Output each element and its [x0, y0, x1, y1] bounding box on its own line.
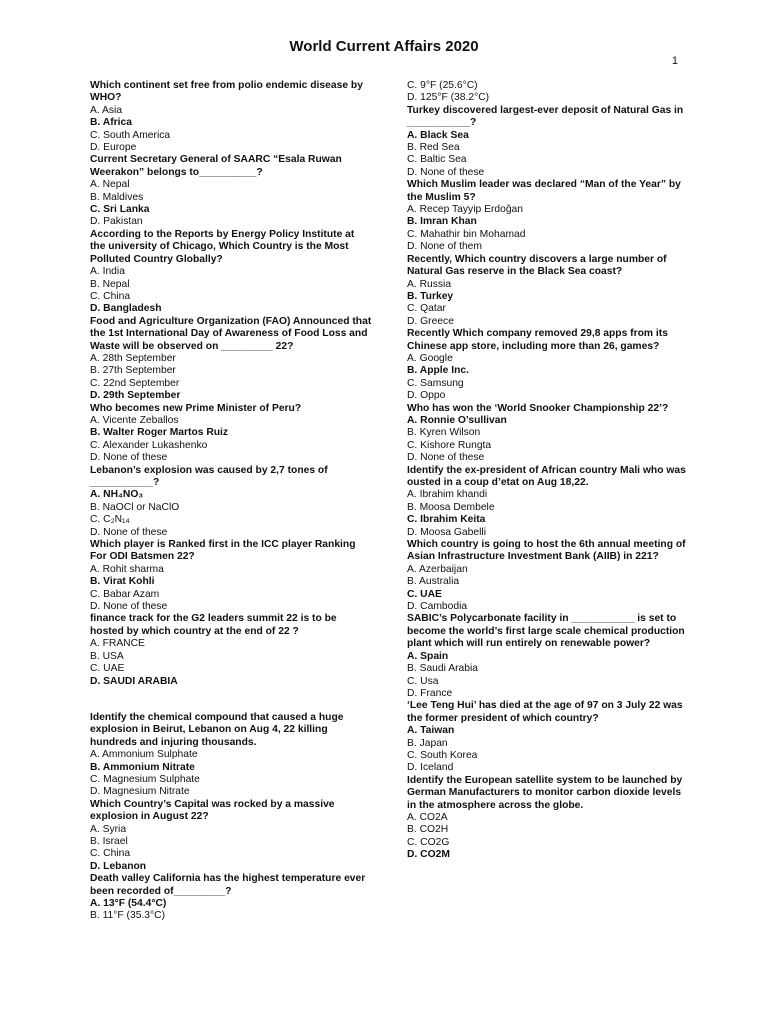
answer-option-correct: A. Spain [407, 650, 449, 662]
answer-option: A. 28th September [90, 352, 176, 364]
answer-option: A. CO2A [407, 811, 448, 823]
answer-option-correct: B. Africa [90, 117, 132, 129]
answer-option: D. Greece [407, 315, 454, 327]
question-block [90, 688, 372, 799]
answer-option: A. Google [407, 352, 453, 364]
answer-option-correct: A. NH₄NO₃ [90, 489, 144, 501]
answer-option: C. UAE [90, 663, 125, 675]
answer-option: C. China [90, 848, 131, 860]
answer-option: C. China [90, 290, 131, 302]
question-block [90, 316, 372, 403]
answer-option: D. None of these [90, 452, 168, 464]
answer-option: A. Recep Tayyip Erdoğan [407, 204, 524, 216]
question-block [407, 328, 689, 402]
question-block [407, 539, 689, 613]
question-text: finance track for the G2 leaders summit 22 is to be hosted by which country at the end of 22 ? [90, 613, 337, 637]
question-text: Which player is Ranked first in the ICC player Ranking For ODI Batsmen 22? [90, 539, 356, 563]
answer-option-correct: D. CO2M [407, 849, 450, 861]
answer-option: C. Alexander Lukashenko [90, 439, 208, 451]
answer-option: A. Azerbaijan [407, 563, 468, 575]
answer-option: C. 9°F (25.6°C) [407, 80, 478, 91]
answer-option-correct: C. Ibrahim Keita [407, 514, 486, 526]
answer-option: B. Saudi Arabia [407, 663, 478, 675]
question-text: Which continent set free from polio endemic disease by WHO? [90, 80, 363, 104]
question-block [407, 403, 689, 465]
answer-option: D. None of these [90, 601, 168, 613]
answer-option: A. Ammonium Sulphate [90, 749, 198, 761]
answer-option: D. Cambodia [407, 601, 468, 613]
answer-option: B. Red Sea [407, 142, 460, 154]
question-block [90, 873, 372, 923]
answer-option: A. FRANCE [90, 638, 145, 650]
question-block [90, 465, 372, 539]
question-block [90, 403, 372, 465]
answer-option-correct: D. Bangladesh [90, 303, 162, 315]
answer-option: C. Kishore Rungta [407, 439, 492, 451]
answer-option: A. Syria [90, 823, 127, 835]
question-text: Which country is going to host the 6th annual meeting of Asian Infrastructure Investment Bank (AIIB) in 221? [407, 539, 686, 563]
answer-option-correct: C. UAE [407, 588, 442, 600]
answer-option: B. CO2H [407, 824, 449, 836]
question-text: Death valley California has the highest temperature ever been recorded of_________? [90, 873, 366, 897]
question-text: According to the Reports by Energy Policy Institute at the university of Chicago, Which Country is the Most Polluted Country Globally? [90, 228, 355, 265]
answer-option: B. Nepal [90, 278, 130, 290]
left-column [90, 80, 372, 923]
answer-option: D. None of them [407, 241, 482, 253]
answer-option: C. Qatar [407, 303, 446, 315]
answer-option: D. None of these [90, 526, 168, 538]
answer-option: C. Samsung [407, 377, 464, 389]
answer-option-correct: A. Ronnie O’sullivan [407, 414, 507, 426]
question-text: Which Muslim leader was declared “Man of the Year” by the Muslim 5? [407, 179, 681, 203]
question-text: Lebanon’s explosion was caused by 2,7 tones of ___________? [90, 464, 328, 488]
question-block [407, 775, 689, 862]
answer-option-correct: A. Taiwan [407, 725, 455, 737]
answer-option: B. Moosa Dembele [407, 501, 495, 513]
question-text: Who has won the ‘World Snooker Championship 22’? [407, 402, 669, 414]
answer-option: D. Pakistan [90, 216, 143, 228]
answer-option: C. 22nd September [90, 377, 180, 389]
answer-option: B. Kyren Wilson [407, 427, 481, 439]
answer-option-correct: B. Virat Kohli [90, 576, 155, 588]
answer-option: D. None of these [407, 452, 485, 464]
answer-option: C. Mahathir bin Mohamad [407, 228, 526, 240]
answer-option: C. Magnesium Sulphate [90, 773, 200, 785]
answer-option: D. None of these [407, 166, 485, 178]
question-block [90, 229, 372, 316]
answer-option: A. Ibrahim khandi [407, 489, 488, 501]
question-text: Turkey discovered largest-ever deposit of Natural Gas in ___________? [407, 104, 684, 129]
answer-option: C. South Korea [407, 749, 478, 761]
answer-option: A. Asia [90, 104, 123, 116]
answer-option-correct: A. 13°F (54.4°C) [90, 898, 167, 909]
question-text: Current Secretary General of SAARC “Esala Ruwan Weerakon” belongs to__________? [90, 154, 342, 178]
question-text: Recently Which company removed 29,8 apps from its Chinese app store, including more than 26, games? [407, 328, 668, 352]
question-block [407, 80, 689, 105]
question-block [90, 799, 372, 873]
answer-option: A. India [90, 266, 125, 278]
answer-option: C. C₂N₁₄ [90, 514, 130, 526]
question-block [90, 539, 372, 613]
answer-option: B. Maldives [90, 191, 144, 203]
question-text: Identify the chemical compound that caused a huge explosion in Beirut, Lebanon on Aug 4, 22 killing hundreds and injuring thousands. [90, 711, 344, 748]
question-text: Identify the European satellite system to be launched by German Manufacturers to monitor carbon dioxide levels in the atmosphere across the globe. [407, 774, 683, 811]
answer-option: D. 125°F (38.2°C) [407, 92, 490, 104]
answer-option-correct: A. Black Sea [407, 129, 469, 141]
right-column [407, 80, 689, 862]
blank-gap [90, 688, 372, 712]
document-title: World Current Affairs 2020 [289, 38, 479, 55]
answer-option-correct: D. Lebanon [90, 860, 147, 872]
answer-option: B. NaOCl or NaClO [90, 501, 180, 513]
question-text: Identify the ex-president of African country Mali who was ousted in a coup d’etat on Aug 18,22. [407, 464, 686, 488]
answer-option: A. Rohit sharma [90, 563, 164, 575]
answer-option: C. Babar Azam [90, 588, 160, 600]
answer-option: B. 11°F (35.3°C) [90, 910, 165, 922]
answer-option-correct: B. Imran Khan [407, 216, 477, 228]
answer-option-correct: D. 29th September [90, 390, 181, 402]
answer-option: D. Moosa Gabelli [407, 526, 486, 538]
answer-option: D. Magnesium Nitrate [90, 786, 190, 798]
answer-option: B. Japan [407, 737, 448, 749]
answer-option: A. Nepal [90, 179, 130, 191]
question-text: Who becomes new Prime Minister of Peru? [90, 402, 302, 414]
question-block [407, 105, 689, 179]
answer-option: D. France [407, 687, 453, 699]
answer-option-correct: B. Walter Roger Martos Ruiz [90, 427, 229, 439]
answer-option-correct: B. Ammonium Nitrate [90, 761, 195, 773]
answer-option-correct: B. Turkey [407, 290, 454, 302]
question-block [407, 179, 689, 253]
answer-option-correct: D. SAUDI ARABIA [90, 675, 178, 687]
answer-option: C. CO2G [407, 836, 450, 848]
question-text: Which Country’s Capital was rocked by a massive explosion in August 22? [90, 798, 335, 823]
answer-option: A. Russia [407, 278, 452, 290]
question-block [90, 613, 372, 687]
question-block [407, 700, 689, 774]
question-block [407, 254, 689, 328]
answer-option: D. Oppo [407, 390, 446, 402]
question-text: Food and Agriculture Organization (FAO) Announced that the 1st International Day of Awareness of Food Loss and Waste will be observed on _________ 22? [90, 315, 372, 352]
answer-option: B. Australia [407, 576, 460, 588]
answer-option: D. Iceland [407, 762, 454, 774]
answer-option: C. Baltic Sea [407, 154, 467, 166]
answer-option: B. Israel [90, 835, 128, 847]
answer-option: C. South America [90, 129, 171, 141]
answer-option: A. Vicente Zeballos [90, 414, 179, 426]
answer-option: C. Usa [407, 675, 439, 687]
answer-option: B. USA [90, 650, 124, 662]
page-number: 1 [671, 55, 678, 67]
question-block [407, 465, 689, 539]
answer-option-correct: B. Apple Inc. [407, 365, 469, 377]
question-text: Recently, Which country discovers a large number of Natural Gas reserve in the Black Sea coast? [407, 253, 667, 278]
question-block [407, 613, 689, 700]
answer-option-correct: C. Sri Lanka [90, 204, 150, 216]
question-block [90, 80, 372, 154]
question-text: SABIC’s Polycarbonate facility in ___________ is set to become the world’s first large scale chemical production plant which will run entirely on renewable power? [407, 613, 685, 650]
answer-option: D. Europe [90, 142, 137, 154]
question-block [90, 154, 372, 228]
answer-option: B. 27th September [90, 365, 176, 377]
question-text: ‘Lee Teng Hui’ has died at the age of 97 on 3 July 22 was the former president of which country? [407, 700, 683, 724]
